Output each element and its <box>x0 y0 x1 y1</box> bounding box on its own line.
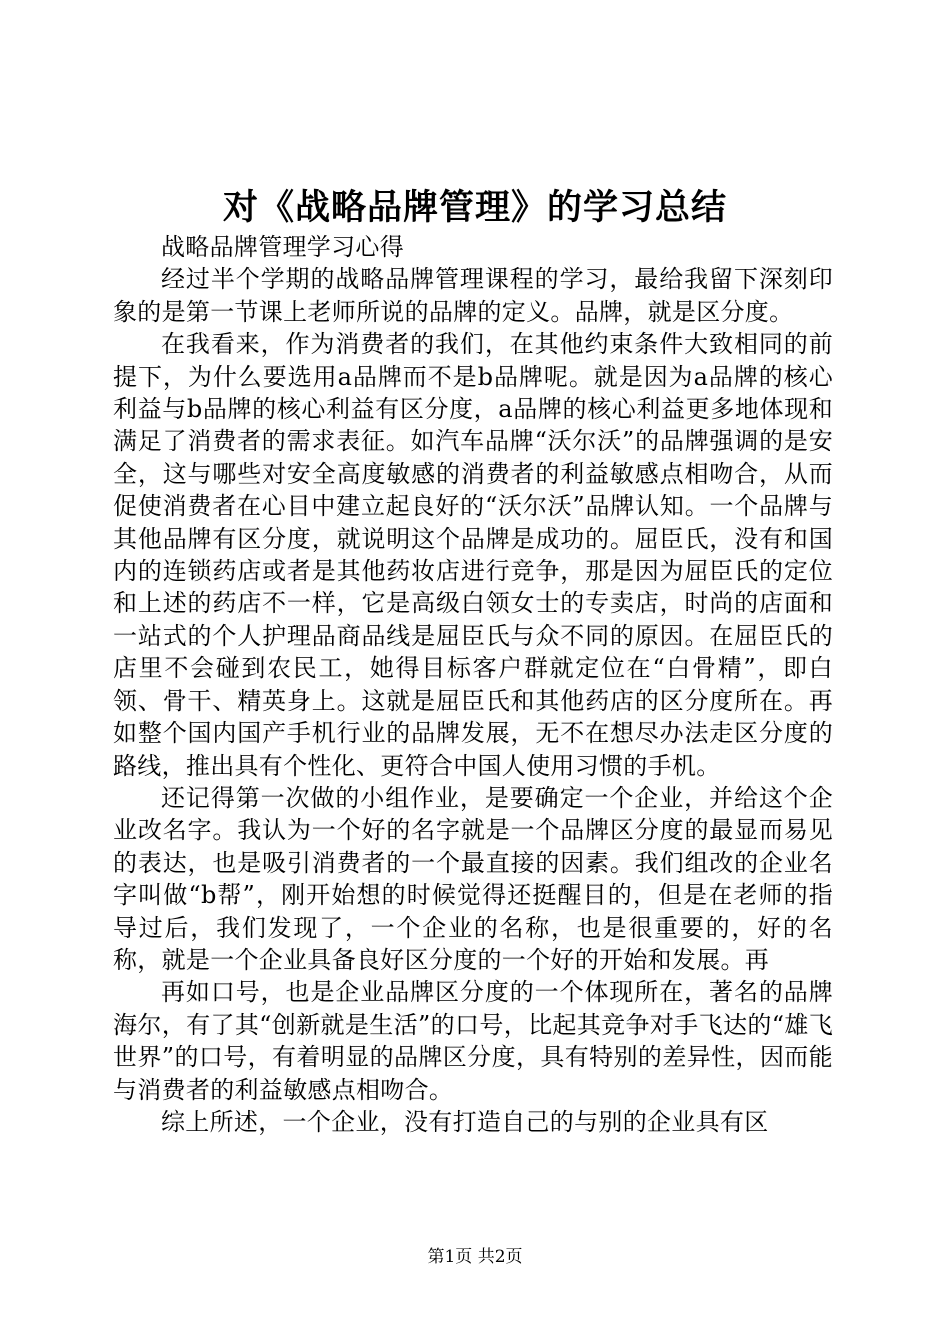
body-paragraph: 再如口号，也是企业品牌区分度的一个体现所在，著名的品牌海尔，有了其“创新就是生活”的口号，比起其竞争对手飞达的“雄飞世界”的口号，有着明显的品牌区分度，具有特别的差异性，因而能与消费者的利益敏感点相吻合。 <box>113 978 833 1104</box>
document-body <box>113 231 833 1138</box>
body-paragraph: 综上所述，一个企业，没有打造自己的与别的企业具有区 <box>161 1107 769 1136</box>
page-number-footer: 第1页 共2页 <box>427 1247 523 1267</box>
document-title: 对《战略品牌管理》的学习总结 <box>222 187 727 228</box>
body-paragraph: 经过半个学期的战略品牌管理课程的学习，最给我留下深刻印象的是第一节课上老师所说的品牌的定义。品牌，就是区分度。 <box>113 265 833 326</box>
body-paragraph: 在我看来，作为消费者的我们，在其他约束条件大致相同的前提下，为什么要选用a品牌而不是b品牌呢。就是因为a品牌的核心利益与b品牌的核心利益有区分度，a品牌的核心利益更多地体现和满足了消费者的需求表征。如汽车品牌“沃尔沃”的品牌强调的是安全，这与哪些对安全高度敏感的消费者的利益敏感点相吻合，从而促使消费者在心目中建立起良好的“沃尔沃”品牌认知。一个品牌与其他品牌有区分度，就说明这个品牌是成功的。屈臣氏，没有和国内的连锁药店或者是其他药妆店进行竞争，那是因为屈臣氏的定位和上述的药店不一样，它是高级白领女士的专卖店，时尚的店面和一站式的个人护理品商品线是屈臣氏与众不同的原因。在屈臣氏的店里不会碰到农民工，她得目标客户群就定位在“白骨精”，即白领、骨干、精英身上。这就是屈臣氏和其他药店的区分度所在。再如整个国内国产手机行业的品牌发展，无不在想尽办法走区分度的路线，推出具有个性化、更符合中国人使用习惯的手机。 <box>113 330 833 780</box>
body-paragraph: 还记得第一次做的小组作业，是要确定一个企业，并给这个企业改名字。我认为一个好的名字就是一个品牌区分度的最显而易见的表达，也是吸引消费者的一个最直接的因素。我们组改的企业名字叫做“b帮”，刚开始想的时候觉得还挺醒目的，但是在老师的指导过后，我们发现了，一个企业的名称，也是很重要的，好的名称，就是一个企业具备良好区分度的一个好的开始和发展。再 <box>113 783 833 974</box>
subtitle-paragraph: 战略品牌管理学习心得 <box>161 233 404 261</box>
